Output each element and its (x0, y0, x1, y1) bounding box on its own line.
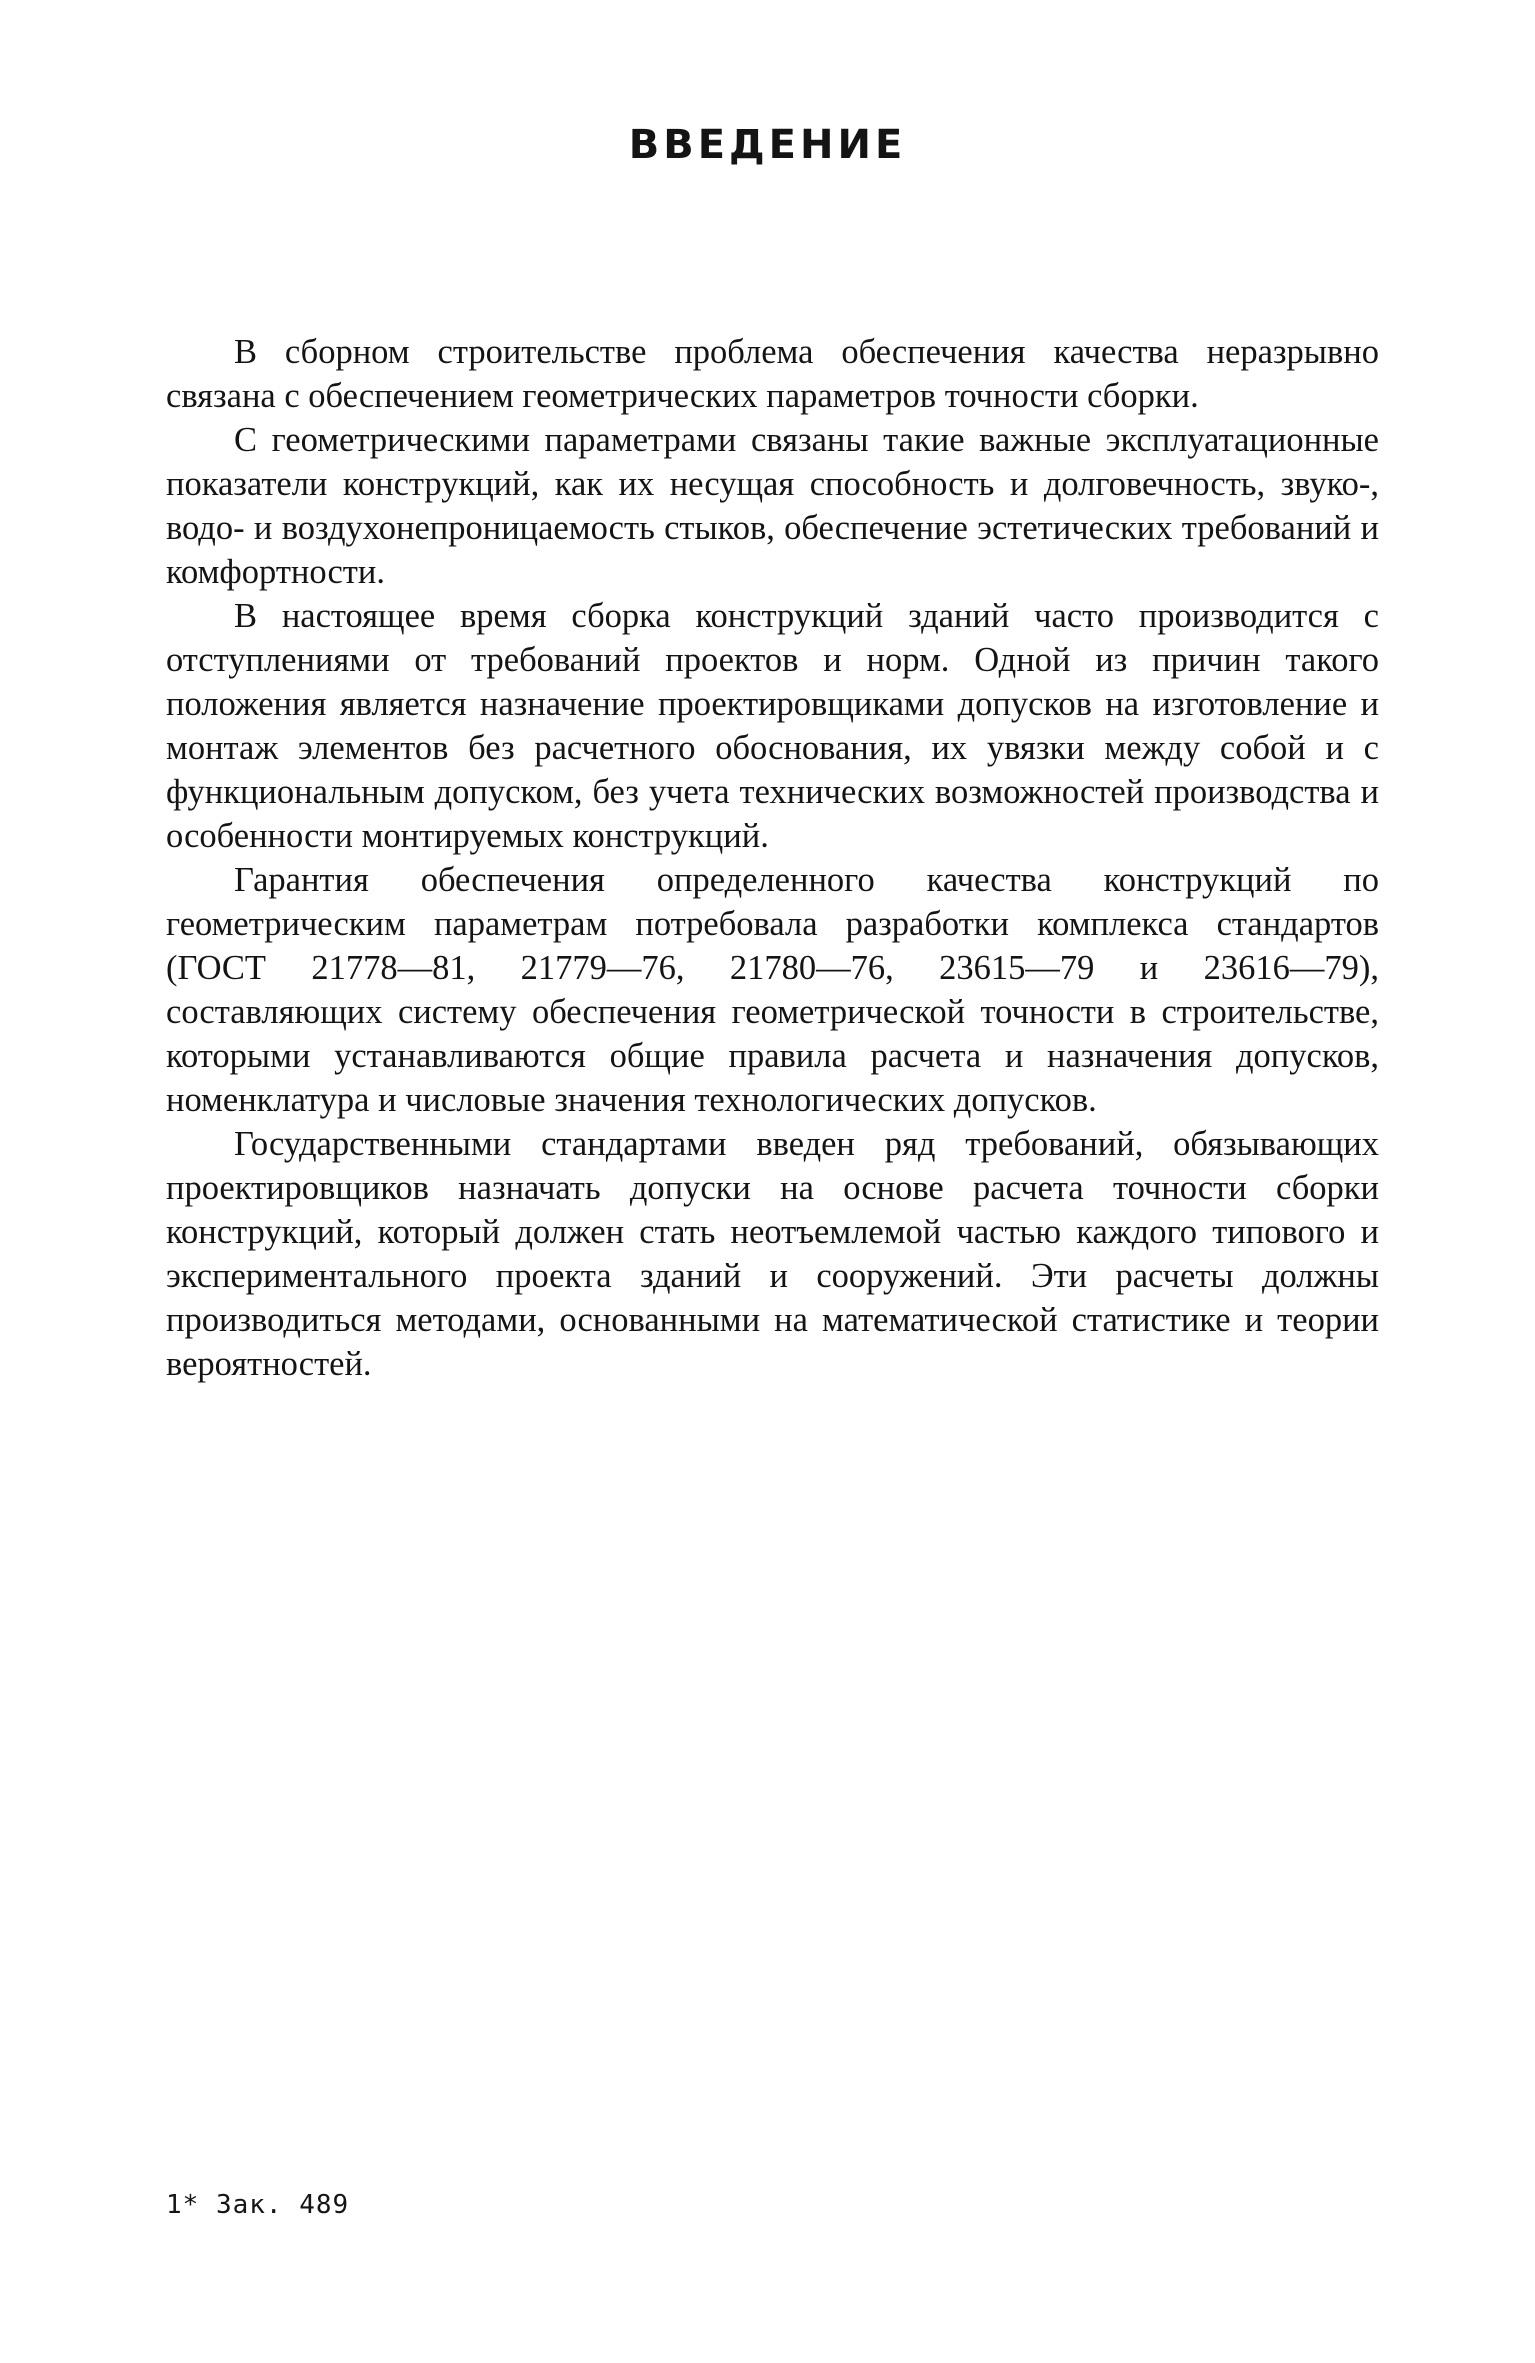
page-title: ВВЕДЕНИЕ (628, 122, 907, 168)
paragraph-2: С геометрическими параметрами связаны такие важные эксплуатационные показатели конструкций, как их несущая способность и долговечность, звуко-, водо- и воздухонепроницаемость стыков, обеспечение эстетических требований и комфортности. (166, 421, 1379, 591)
body-text (166, 330, 1379, 1386)
paragraph-1: В сборном строительстве проблема обеспечения качества неразрывно связана с обеспечением геометрических параметров точности сборки. (166, 333, 1379, 415)
page-footer: 1* Зак. 489 (166, 2190, 350, 2220)
paragraph-5: Государственными стандартами введен ряд требований, обязывающих проектировщиков назначать допуски на основе расчета точности сборки конструкций, который должен стать неотъемлемой частью каждого типового и экспериментального проекта зданий и сооружений. Эти расчеты должны производиться методами, основанными на математической статистике и теории вероятностей. (166, 1125, 1379, 1383)
paragraph-3: В настоящее время сборка конструкций зданий часто производится с отступлениями от требований проектов и норм. Одной из причин такого положения является назначение проектировщиками допусков на изготовление и монтаж элементов без расчетного обоснования, их увязки между собой и с функциональным допуском, без учета технических возможностей производства и особенности монтируемых конструкций. (166, 597, 1379, 855)
paragraph-4: Гарантия обеспечения определенного качества конструкций по геометрическим параметрам потребовала разработки комплекса стандартов (ГОСТ 21778—81, 21779—76, 21780—76, 23615—79 и 23616—79), составляющих систему обеспечения геометрической точности в строительстве, которыми устанавливаются общие правила расчета и назначения допусков, номенклатура и числовые значения технологических допусков. (166, 861, 1379, 1119)
